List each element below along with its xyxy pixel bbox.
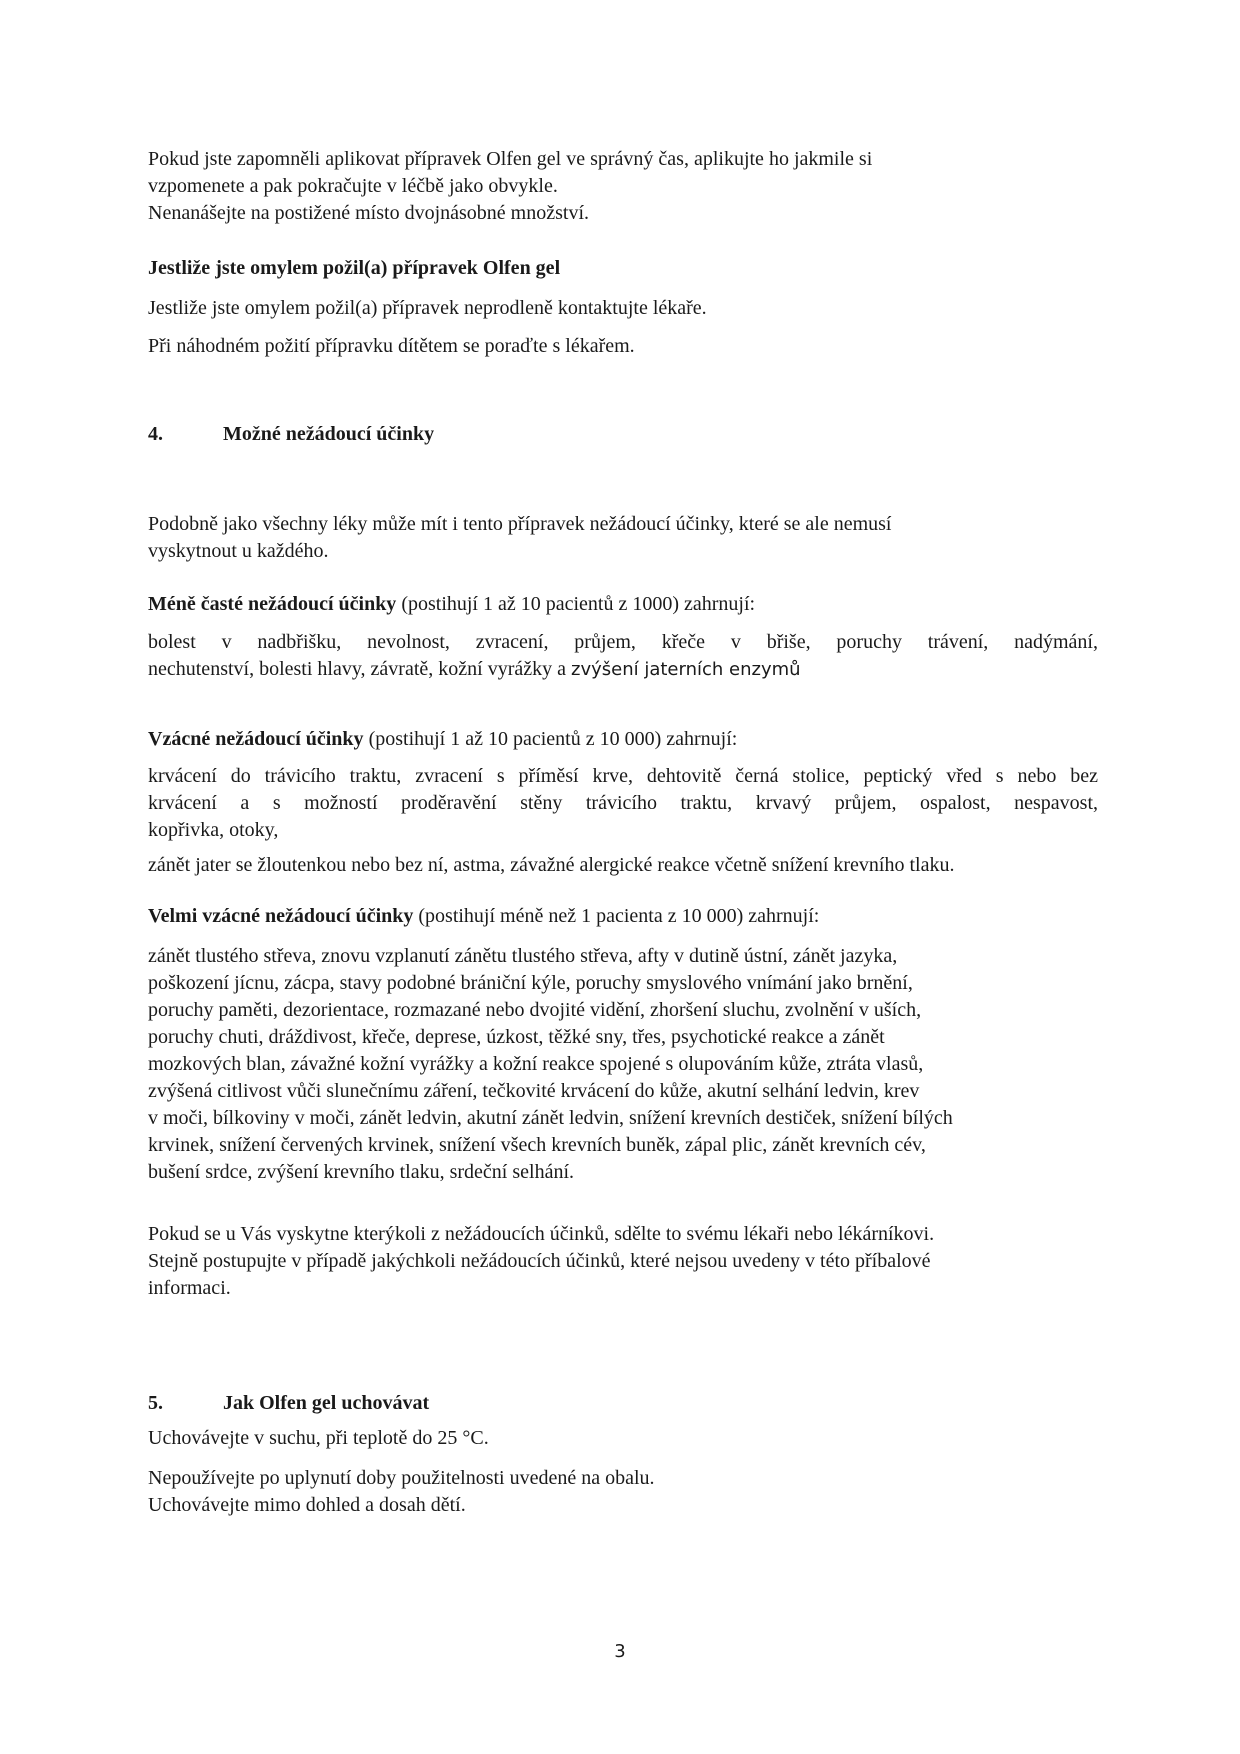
very-rare-label: Velmi vzácné nežádoucí účinky bbox=[148, 905, 414, 927]
paragraph-line: zvýšená citlivost vůči slunečnímu záření, tečkovité krvácení do kůže, akutní selhání ledvin, krev bbox=[148, 1080, 920, 1102]
uncommon-effects-heading bbox=[148, 591, 1098, 618]
section-4-heading bbox=[148, 421, 434, 448]
section-title: Možné nežádoucí účinky bbox=[223, 423, 435, 445]
paragraph-line: Stejně postupujte v případě jakýchkoli nežádoucích účinků, které nejsou uvedeny v této příbalové bbox=[148, 1250, 931, 1272]
side-effects-intro bbox=[148, 511, 1098, 565]
line-text-tail: zvýšení jaterních enzymů bbox=[571, 659, 801, 680]
paragraph-line: Uchovávejte mimo dohled a dosah dětí. bbox=[148, 1494, 466, 1516]
paragraph-line: krvinek, snížení červených krvinek, snížení všech krevních buněk, zápal plic, zánět krevních cév, bbox=[148, 1134, 926, 1156]
paragraph-line: krvácení do trávicího traktu, zvracení s příměsí krve, dehtovitě černá stolice, peptický vřed s nebo bez bbox=[148, 765, 1098, 787]
paragraph-line: vyskytnout u každého. bbox=[148, 540, 329, 562]
reporting-paragraph bbox=[148, 1221, 1098, 1302]
section-number: 5. bbox=[148, 1392, 163, 1414]
paragraph-line: Nepoužívejte po uplynutí doby použitelnosti uvedené na obalu. bbox=[148, 1467, 655, 1489]
paragraph-line: v moči, bílkoviny v moči, zánět ledvin, akutní zánět ledvin, snížení krevních destiček, snížení bílých bbox=[148, 1107, 953, 1129]
paragraph-line: bolest v nadbřišku, nevolnost, zvracení, průjem, křeče v břiše, poruchy trávení, nadýmání, bbox=[148, 631, 1098, 653]
section-5-heading bbox=[148, 1390, 429, 1417]
very-rare-effects-list bbox=[148, 943, 1098, 1186]
paragraph-line: Nenanášejte na postižené místo dvojnásobné množství. bbox=[148, 202, 590, 224]
very-rare-note: (postihují méně než 1 pacienta z 10 000) zahrnují: bbox=[413, 905, 820, 927]
forgotten-dose-paragraph bbox=[148, 146, 1098, 227]
paragraph-line: zánět tlustého střeva, znovu vzplanutí zánětu tlustého střeva, afty v dutině ústní, zánět jazyka, bbox=[148, 945, 898, 967]
swallowed-paragraph-1: Jestliže jste omylem požil(a) přípravek neprodleně kontaktujte lékaře. bbox=[148, 297, 707, 319]
rare-effects-heading bbox=[148, 726, 1098, 753]
storage-paragraph-2 bbox=[148, 1465, 1098, 1519]
uncommon-note: (postihují 1 až 10 pacientů z 1000) zahrnují: bbox=[396, 593, 756, 615]
rare-note: (postihují 1 až 10 pacientů z 10 000) zahrnují: bbox=[363, 728, 738, 750]
storage-paragraph-1: Uchovávejte v suchu, při teplotě do 25 °C. bbox=[148, 1427, 489, 1449]
paragraph-line: krvácení a s možností proděravění stěny trávicího traktu, krvavý průjem, ospalost, nespavost, bbox=[148, 792, 1098, 814]
paragraph-line: Pokud jste zapomněli aplikovat přípravek Olfen gel ve správný čas, aplikujte ho jakmile si bbox=[148, 148, 873, 170]
paragraph-line: mozkových blan, závažné kožní vyrážky a kožní reakce spojené s olupováním kůže, ztráta vlasů, bbox=[148, 1053, 924, 1075]
swallowed-subheading: Jestliže jste omylem požil(a) přípravek Olfen gel bbox=[148, 257, 561, 279]
uncommon-label: Méně časté nežádoucí účinky bbox=[148, 593, 397, 615]
section-title: Jak Olfen gel uchovávat bbox=[223, 1392, 430, 1414]
paragraph-line: poruchy chuti, dráždivost, křeče, deprese, úzkost, těžké sny, třes, psychotické reakce a zánět bbox=[148, 1026, 885, 1048]
rare-effects-extra: zánět jater se žloutenkou nebo bez ní, astma, závažné alergické reakce včetně snížení krevního tlaku. bbox=[148, 854, 955, 876]
paragraph-line bbox=[148, 656, 1098, 683]
paragraph-line: Pokud se u Vás vyskytne kterýkoli z nežádoucích účinků, sdělte to svému lékaři nebo lékárníkovi. bbox=[148, 1223, 935, 1245]
swallowed-paragraph-2: Při náhodném požití přípravku dítětem se poraďte s lékařem. bbox=[148, 335, 635, 357]
line-text: nechutenství, bolesti hlavy, závratě, kožní vyrážky a bbox=[148, 658, 571, 680]
very-rare-effects-heading bbox=[148, 903, 1098, 930]
page-number: 3 bbox=[614, 1641, 626, 1662]
paragraph-line: Podobně jako všechny léky může mít i tento přípravek nežádoucí účinky, které se ale nemusí bbox=[148, 513, 892, 535]
rare-label: Vzácné nežádoucí účinky bbox=[148, 728, 364, 750]
rare-effects-list bbox=[148, 763, 1098, 844]
paragraph-line: informaci. bbox=[148, 1277, 231, 1299]
paragraph-line: poškození jícnu, zácpa, stavy podobné brániční kýle, poruchy smyslového vnímání jako brnění, bbox=[148, 972, 913, 994]
paragraph-line: kopřivka, otoky, bbox=[148, 819, 279, 841]
paragraph-line: poruchy paměti, dezorientace, rozmazané nebo dvojité vidění, zhoršení sluchu, zvolnění v uších, bbox=[148, 999, 922, 1021]
uncommon-effects-list bbox=[148, 629, 1098, 683]
section-number: 4. bbox=[148, 423, 163, 445]
paragraph-line: bušení srdce, zvýšení krevního tlaku, srdeční selhání. bbox=[148, 1161, 574, 1183]
paragraph-line: vzpomenete a pak pokračujte v léčbě jako obvykle. bbox=[148, 175, 558, 197]
